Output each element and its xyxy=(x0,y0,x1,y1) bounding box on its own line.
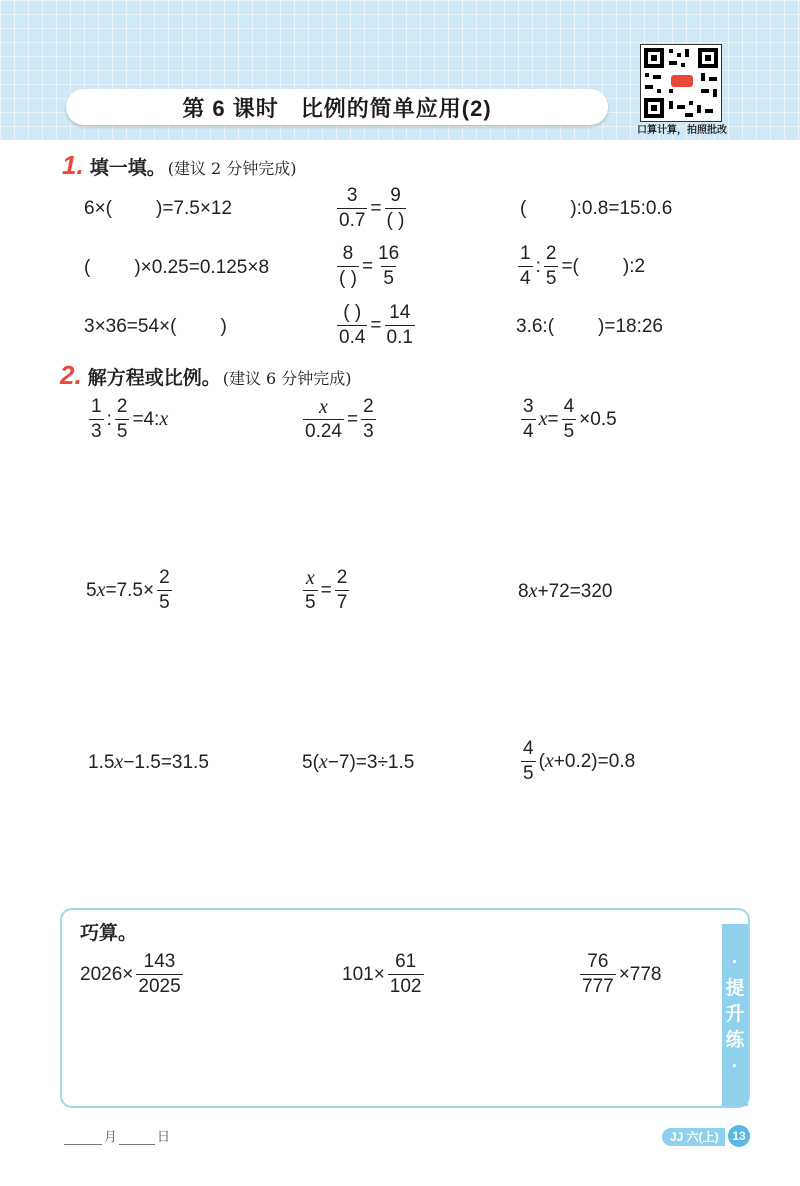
problem-8 xyxy=(302,751,414,774)
fill-item-1 xyxy=(84,198,232,220)
book-tag: JJ 六(上) xyxy=(662,1128,725,1146)
denominator: 0.7 xyxy=(339,210,366,231)
section-1-heading xyxy=(62,150,297,181)
fraction xyxy=(521,396,536,443)
bonus-expression-2 xyxy=(342,951,427,998)
denominator: 7 xyxy=(336,592,348,613)
numerator: 2 xyxy=(363,396,374,417)
section-2-hint: (建议 6 分钟完成) xyxy=(222,369,352,388)
day-label: 日 xyxy=(157,1129,171,1144)
colon: : xyxy=(535,255,541,277)
day-blank[interactable] xyxy=(119,1130,155,1145)
denominator: 4 xyxy=(520,268,531,289)
text: =( xyxy=(561,255,579,277)
text: −7)=3÷1.5 xyxy=(327,751,415,773)
denominator: 777 xyxy=(582,976,614,997)
text: 6×( xyxy=(84,198,112,219)
text: ( xyxy=(538,750,545,772)
text: ( xyxy=(520,198,527,219)
denominator: 5 xyxy=(523,763,534,784)
numerator: 2 xyxy=(545,243,557,264)
fraction xyxy=(388,951,424,998)
denominator: 102 xyxy=(389,976,422,997)
denominator: 4 xyxy=(523,421,534,442)
section-2-title: 解方程或比例。 xyxy=(87,368,221,389)
fraction xyxy=(361,396,376,443)
denominator: 5 xyxy=(383,268,394,289)
numerator: 14 xyxy=(389,302,411,323)
variable: x xyxy=(305,567,315,589)
month-label: 月 xyxy=(104,1129,118,1144)
text: ( xyxy=(84,257,91,278)
side-tab-char: 提 xyxy=(725,978,745,999)
fraction xyxy=(580,951,616,998)
fraction xyxy=(115,396,130,443)
numerator: 8 xyxy=(342,243,354,264)
fill-item-3 xyxy=(520,198,672,220)
variable: x xyxy=(528,580,538,602)
numerator: 2 xyxy=(336,567,348,588)
numerator: 4 xyxy=(523,738,534,759)
problem-5 xyxy=(300,567,352,614)
fraction xyxy=(136,951,182,998)
denominator: 3 xyxy=(363,421,374,442)
section-1-hint: (建议 2 分钟完成) xyxy=(167,159,297,178)
text: 8 xyxy=(518,580,529,602)
text: ):2 xyxy=(622,255,646,277)
fraction xyxy=(562,396,577,443)
fill-item-6 xyxy=(515,243,645,290)
fraction xyxy=(376,243,401,290)
text: 5( xyxy=(302,751,319,773)
numerator: 2 xyxy=(116,396,128,417)
fraction xyxy=(337,243,359,290)
text: 5 xyxy=(86,579,97,601)
side-tab-char: 练 xyxy=(725,1030,745,1051)
problem-7 xyxy=(88,751,209,774)
numerator: 4 xyxy=(563,396,575,417)
text: )=7.5×12 xyxy=(156,198,233,219)
equals-sign: = xyxy=(320,579,332,601)
text: +72=320 xyxy=(537,580,613,602)
numerator: 76 xyxy=(587,951,609,972)
fill-item-9 xyxy=(516,316,663,338)
month-blank[interactable] xyxy=(64,1130,102,1145)
text: −1.5=31.5 xyxy=(123,751,209,773)
lesson-title: 比例的简单应用(2) xyxy=(300,95,492,121)
problem-4 xyxy=(86,567,175,614)
text: =7.5× xyxy=(105,579,155,601)
denominator: 5 xyxy=(545,268,557,289)
denominator: 5 xyxy=(159,592,170,613)
date-field[interactable] xyxy=(64,1126,170,1145)
answer-blank[interactable]: ( ) xyxy=(386,210,405,231)
text: +0.2)=0.8 xyxy=(553,750,636,772)
numerator: 9 xyxy=(390,185,401,206)
denominator: 5 xyxy=(305,592,316,613)
bonus-expression-1 xyxy=(80,951,186,998)
denominator: 2025 xyxy=(138,976,181,997)
side-tab-char: 升 xyxy=(725,1004,745,1025)
fraction xyxy=(337,185,367,232)
text: ) xyxy=(220,316,227,337)
denominator: 3 xyxy=(91,421,102,442)
denominator: 0.4 xyxy=(339,327,366,348)
variable: x xyxy=(544,750,554,772)
fill-item-4 xyxy=(84,257,269,279)
problem-1 xyxy=(86,396,168,443)
page-title xyxy=(66,89,608,125)
text: ):0.8=15:0.6 xyxy=(570,198,673,219)
bonus-title: 巧算。 xyxy=(80,923,138,944)
fill-item-5 xyxy=(334,243,404,290)
equals-sign: = xyxy=(346,408,359,430)
variable: x xyxy=(114,751,124,773)
numerator: 3 xyxy=(346,185,358,206)
lesson-number: 第 6 课时 xyxy=(182,95,279,121)
problem-9 xyxy=(518,738,635,785)
numerator: 3 xyxy=(523,396,534,417)
colon: : xyxy=(106,408,112,430)
variable: x xyxy=(318,751,328,773)
bonus-box xyxy=(60,908,750,1108)
fraction xyxy=(157,567,172,614)
text: =4: xyxy=(132,408,160,430)
fill-item-8 xyxy=(334,302,418,349)
numerator: 1 xyxy=(91,396,102,417)
fraction xyxy=(544,243,559,290)
numerator: 143 xyxy=(143,951,176,972)
section-1-title: 填一填。 xyxy=(89,158,166,179)
denominator: 0.24 xyxy=(305,421,342,442)
problem-6 xyxy=(518,580,613,603)
fraction xyxy=(303,567,318,614)
side-tab xyxy=(722,924,748,1106)
section-1-number: 1. xyxy=(62,150,84,180)
denominator: 5 xyxy=(563,421,575,442)
answer-blank[interactable]: ( ) xyxy=(339,268,357,289)
equals-sign: = xyxy=(547,408,559,430)
fraction xyxy=(335,567,350,614)
text: 2026× xyxy=(80,963,134,985)
problem-3 xyxy=(518,396,617,443)
qr-code-icon[interactable] xyxy=(640,44,722,122)
equals-sign: = xyxy=(361,255,374,277)
numerator: 16 xyxy=(378,243,400,264)
side-tab-dot: · xyxy=(731,952,739,973)
bonus-expression-3 xyxy=(577,951,662,998)
text: 3×36=54×( xyxy=(84,316,177,337)
variable: x xyxy=(159,408,169,430)
variable: x xyxy=(538,408,548,430)
section-2-heading xyxy=(60,360,352,391)
problem-2 xyxy=(300,396,379,443)
fraction xyxy=(337,302,367,349)
section-2-number: 2. xyxy=(60,360,82,390)
fraction xyxy=(385,185,407,232)
text: 3.6:( xyxy=(516,316,555,337)
fraction xyxy=(518,243,533,290)
page-number: 13 xyxy=(728,1125,750,1147)
text: )=18:26 xyxy=(598,316,664,337)
fill-item-2 xyxy=(334,185,409,232)
variable: x xyxy=(96,579,106,601)
numerator: 2 xyxy=(159,567,170,588)
fraction xyxy=(89,396,104,443)
fraction xyxy=(303,396,344,443)
qr-caption: 口算计算，拍照批改 xyxy=(637,125,727,136)
denominator: 5 xyxy=(116,421,128,442)
variable: x xyxy=(319,396,328,418)
text: ×778 xyxy=(618,963,662,985)
answer-blank[interactable]: ( ) xyxy=(343,302,362,323)
fraction xyxy=(521,738,536,785)
equals-sign: = xyxy=(370,197,382,219)
fraction xyxy=(385,302,415,349)
numerator: 61 xyxy=(395,951,417,972)
equals-sign: = xyxy=(370,314,382,336)
numerator: 1 xyxy=(520,243,531,264)
text: 1.5 xyxy=(88,751,115,773)
side-tab-dot: · xyxy=(731,1056,739,1077)
text: 101× xyxy=(342,963,385,985)
text: ×0.5 xyxy=(579,408,617,430)
fill-item-7 xyxy=(84,316,227,338)
text: )×0.25=0.125×8 xyxy=(134,257,270,278)
denominator: 0.1 xyxy=(386,327,413,348)
